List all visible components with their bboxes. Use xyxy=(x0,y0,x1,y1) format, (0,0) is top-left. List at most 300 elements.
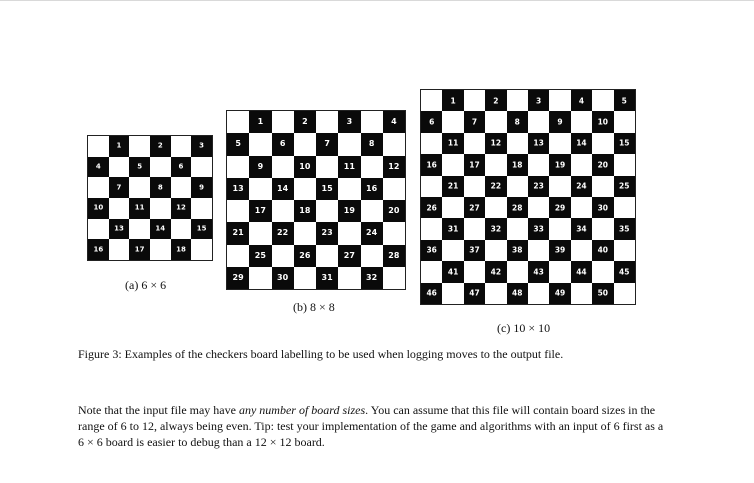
square-label: 34 xyxy=(576,224,587,234)
board-square-dark xyxy=(507,197,528,218)
square-label: 41 xyxy=(447,267,459,277)
board-square-dark xyxy=(528,133,549,154)
square-label: 26 xyxy=(299,250,311,260)
board-square-light xyxy=(249,222,271,244)
board-square-dark xyxy=(294,156,316,178)
board-square-dark xyxy=(442,261,463,282)
board-square-dark xyxy=(464,197,485,218)
square-label: 32 xyxy=(490,224,502,234)
board-square-light xyxy=(528,283,549,304)
board-square-dark xyxy=(571,176,592,197)
board-square-light xyxy=(421,218,442,239)
board-square-light xyxy=(464,133,485,154)
square-label: 31 xyxy=(321,272,333,282)
board-square-dark xyxy=(614,218,635,239)
board-square-light xyxy=(383,133,405,155)
square-label: 32 xyxy=(366,272,378,282)
board-square-light xyxy=(549,218,570,239)
body-paragraph xyxy=(78,402,668,450)
board-square-dark xyxy=(485,176,506,197)
board-square-dark xyxy=(528,218,549,239)
board-square-light xyxy=(109,198,130,219)
square-label: 14 xyxy=(277,183,289,193)
board-square-dark xyxy=(549,111,570,132)
board-square-dark xyxy=(464,154,485,175)
board-square-light xyxy=(507,176,528,197)
board-square-light xyxy=(150,198,171,219)
board-square-dark xyxy=(338,156,360,178)
square-label: 20 xyxy=(597,160,609,170)
board-square-dark xyxy=(272,222,294,244)
board-square-light xyxy=(421,90,442,111)
board-square-light xyxy=(421,133,442,154)
board-square-light xyxy=(549,133,570,154)
board-square-light xyxy=(294,178,316,200)
board-square-dark xyxy=(316,222,338,244)
board-square-light xyxy=(571,111,592,132)
board-square-dark xyxy=(361,133,383,155)
board-square-light xyxy=(383,178,405,200)
square-label: 23 xyxy=(321,228,333,238)
square-label: 20 xyxy=(388,206,400,216)
board-square-dark xyxy=(549,154,570,175)
square-label: 11 xyxy=(134,203,145,212)
square-label: 14 xyxy=(155,224,166,233)
board-square-light xyxy=(227,111,249,133)
square-label: 47 xyxy=(469,288,480,298)
board-square-dark xyxy=(338,200,360,222)
board-square-light xyxy=(485,154,506,175)
square-label: 29 xyxy=(232,272,244,282)
square-label: 17 xyxy=(469,160,480,170)
square-label: 43 xyxy=(533,267,544,277)
square-label: 2 xyxy=(157,141,163,150)
square-label: 48 xyxy=(512,288,523,298)
board-square-light xyxy=(191,157,212,178)
square-label: 37 xyxy=(469,245,480,255)
board-square-light xyxy=(294,133,316,155)
board-square-dark xyxy=(507,283,528,304)
board-square-light xyxy=(421,176,442,197)
square-label: 8 xyxy=(157,183,163,192)
board-square-light xyxy=(485,240,506,261)
board-square-dark xyxy=(88,198,109,219)
board-square-light xyxy=(294,267,316,289)
board-square-dark xyxy=(383,245,405,267)
board-square-dark xyxy=(88,157,109,178)
board-square-light xyxy=(464,261,485,282)
square-label: 28 xyxy=(512,202,523,212)
board-square-light xyxy=(507,133,528,154)
board-square-dark xyxy=(421,111,442,132)
square-label: 44 xyxy=(576,267,587,277)
board-square-light xyxy=(464,218,485,239)
board-square-light xyxy=(549,176,570,197)
checkers-board-10x10 xyxy=(420,89,636,305)
board-square-light xyxy=(150,239,171,260)
square-label: 4 xyxy=(578,95,585,105)
square-label: 9 xyxy=(199,183,205,192)
square-label: 3 xyxy=(536,95,542,105)
board-square-light xyxy=(442,283,463,304)
board-square-dark xyxy=(614,261,635,282)
board-square-light xyxy=(571,197,592,218)
board-square-dark xyxy=(316,178,338,200)
square-label: 40 xyxy=(597,245,609,255)
board-square-light xyxy=(129,177,150,198)
board-square-light xyxy=(109,157,130,178)
board-square-light xyxy=(614,197,635,218)
board-square-light xyxy=(272,245,294,267)
board-square-dark xyxy=(442,90,463,111)
board-square-light xyxy=(592,133,613,154)
board-square-dark xyxy=(249,156,271,178)
square-label: 11 xyxy=(343,161,355,171)
square-label: 30 xyxy=(277,272,289,282)
board-square-dark xyxy=(109,177,130,198)
square-label: 23 xyxy=(533,181,544,191)
board-square-dark xyxy=(88,239,109,260)
board-square-light xyxy=(316,156,338,178)
board-square-light xyxy=(249,267,271,289)
board-square-dark xyxy=(421,154,442,175)
square-label: 15 xyxy=(321,183,333,193)
board-square-dark xyxy=(549,283,570,304)
board-square-light xyxy=(549,261,570,282)
board-square-light xyxy=(464,176,485,197)
square-label: 30 xyxy=(597,202,609,212)
board-square-light xyxy=(485,283,506,304)
square-label: 13 xyxy=(533,138,544,148)
square-label: 2 xyxy=(493,95,499,105)
square-label: 11 xyxy=(447,138,459,148)
square-label: 21 xyxy=(447,181,459,191)
board-square-light xyxy=(338,133,360,155)
board-square-light xyxy=(528,197,549,218)
board-square-dark xyxy=(442,218,463,239)
square-label: 6 xyxy=(178,162,184,171)
board-square-light xyxy=(528,111,549,132)
square-label: 6 xyxy=(429,117,435,127)
board-square-dark xyxy=(571,90,592,111)
board-square-light xyxy=(171,177,192,198)
square-label: 16 xyxy=(366,183,378,193)
board-square-light xyxy=(592,218,613,239)
board-square-dark xyxy=(421,283,442,304)
square-label: 46 xyxy=(426,288,437,298)
board-square-dark xyxy=(549,240,570,261)
board-square-dark xyxy=(171,198,192,219)
board-square-dark xyxy=(485,133,506,154)
board-square-light xyxy=(316,200,338,222)
square-label: 22 xyxy=(277,228,289,238)
board-square-dark xyxy=(528,90,549,111)
square-label: 24 xyxy=(366,228,378,238)
paragraph-text-end: . You can assume that this file will contain board sizes in the range of 6 to 12, always being even. Tip: test your implementation of the game and algorithms with an input of 6 first as a 6 × 6 board is easier to debug than a 12 × 12 board. xyxy=(78,403,664,449)
board-square-dark xyxy=(383,200,405,222)
square-label: 16 xyxy=(426,160,437,170)
square-label: 42 xyxy=(490,267,502,277)
paragraph-text-start: Note that the input file may have xyxy=(78,403,239,417)
board-square-dark xyxy=(592,240,613,261)
figure-caption: Figure 3: Examples of the checkers board labelling to be used when logging moves to the output file. xyxy=(78,347,564,361)
board-square-light xyxy=(272,200,294,222)
square-label: 16 xyxy=(93,245,104,254)
board-square-dark xyxy=(109,219,130,240)
square-label: 15 xyxy=(618,138,630,148)
board-square-dark xyxy=(361,222,383,244)
board-square-light xyxy=(338,222,360,244)
board-square-dark xyxy=(109,136,130,157)
board-square-dark xyxy=(249,245,271,267)
board-square-light xyxy=(227,156,249,178)
square-label: 3 xyxy=(199,141,205,150)
square-label: 2 xyxy=(302,117,308,127)
square-label: 13 xyxy=(114,224,124,233)
square-label: 18 xyxy=(299,206,311,216)
board-square-light xyxy=(614,283,635,304)
square-label: 12 xyxy=(490,138,502,148)
board-square-light xyxy=(442,154,463,175)
board-square-dark xyxy=(507,240,528,261)
square-label: 5 xyxy=(235,139,241,149)
board-square-light xyxy=(592,176,613,197)
board-square-light xyxy=(485,197,506,218)
board-square-dark xyxy=(421,197,442,218)
board-square-dark xyxy=(171,239,192,260)
square-label: 19 xyxy=(554,160,566,170)
board-square-light xyxy=(88,136,109,157)
board-square-dark xyxy=(316,133,338,155)
square-label: 14 xyxy=(576,138,587,148)
paragraph-emphasis: any number of board sizes xyxy=(238,403,366,417)
board-square-light xyxy=(150,157,171,178)
board-square-dark xyxy=(592,111,613,132)
square-label: 4 xyxy=(391,117,397,127)
board-square-dark xyxy=(464,240,485,261)
board-square-light xyxy=(129,219,150,240)
board-square-dark xyxy=(614,90,635,111)
board-square-light xyxy=(361,245,383,267)
board-square-light xyxy=(361,200,383,222)
square-label: 1 xyxy=(116,141,122,150)
board-square-dark xyxy=(571,133,592,154)
board-square-light xyxy=(227,200,249,222)
board-square-dark xyxy=(129,198,150,219)
board-square-dark xyxy=(528,176,549,197)
subfigure-caption-c: (c) 10 × 10 xyxy=(497,321,551,335)
board-square-dark xyxy=(592,283,613,304)
square-label: 7 xyxy=(116,183,122,192)
board-square-dark xyxy=(571,218,592,239)
square-label: 22 xyxy=(490,181,502,191)
board-square-dark xyxy=(227,133,249,155)
board-square-dark xyxy=(294,245,316,267)
square-label: 27 xyxy=(343,250,355,260)
square-label: 27 xyxy=(469,202,480,212)
board-square-dark xyxy=(485,261,506,282)
square-label: 18 xyxy=(512,160,523,170)
board-square-light xyxy=(592,261,613,282)
square-label: 50 xyxy=(597,288,609,298)
board-square-light xyxy=(571,240,592,261)
board-square-light xyxy=(528,240,549,261)
board-square-dark xyxy=(464,283,485,304)
square-label: 10 xyxy=(93,203,104,212)
board-square-light xyxy=(549,90,570,111)
square-label: 18 xyxy=(176,245,186,254)
square-label: 6 xyxy=(279,139,286,149)
subfigure-caption-a: (a) 6 × 6 xyxy=(125,278,167,292)
board-square-light xyxy=(129,136,150,157)
board-square-light xyxy=(571,154,592,175)
board-square-dark xyxy=(507,111,528,132)
board-square-light xyxy=(614,111,635,132)
board-square-light xyxy=(249,133,271,155)
board-square-dark xyxy=(421,240,442,261)
board-square-dark xyxy=(614,133,635,154)
square-label: 25 xyxy=(254,250,266,260)
square-label: 1 xyxy=(450,95,456,105)
board-square-dark xyxy=(464,111,485,132)
square-label: 15 xyxy=(196,224,207,233)
board-square-dark xyxy=(485,218,506,239)
board-square-light xyxy=(316,245,338,267)
board-square-light xyxy=(485,111,506,132)
square-label: 13 xyxy=(232,183,244,193)
board-square-dark xyxy=(361,267,383,289)
board-square-dark xyxy=(485,90,506,111)
square-label: 25 xyxy=(618,181,630,191)
square-label: 26 xyxy=(426,202,437,212)
square-label: 12 xyxy=(388,161,400,171)
board-square-light xyxy=(528,154,549,175)
board-square-light xyxy=(383,267,405,289)
board-square-dark xyxy=(571,261,592,282)
board-square-dark xyxy=(361,178,383,200)
board-square-dark xyxy=(294,200,316,222)
square-label: 21 xyxy=(232,228,244,238)
board-square-light xyxy=(361,111,383,133)
board-square-dark xyxy=(249,111,271,133)
board-square-dark xyxy=(150,136,171,157)
board-square-light xyxy=(294,222,316,244)
board-square-dark xyxy=(614,176,635,197)
square-label: 9 xyxy=(257,161,264,171)
square-label: 7 xyxy=(324,139,330,149)
board-square-dark xyxy=(316,267,338,289)
square-label: 39 xyxy=(554,245,566,255)
square-label: 9 xyxy=(557,117,563,127)
square-label: 19 xyxy=(343,206,355,216)
board-square-dark xyxy=(129,239,150,260)
board-square-light xyxy=(571,283,592,304)
board-square-dark xyxy=(150,177,171,198)
square-label: 28 xyxy=(388,250,400,260)
square-label: 10 xyxy=(597,117,609,127)
board-square-light xyxy=(614,240,635,261)
board-square-light xyxy=(421,261,442,282)
square-label: 1 xyxy=(257,117,264,127)
board-square-light xyxy=(507,218,528,239)
board-square-dark xyxy=(191,136,212,157)
square-label: 29 xyxy=(554,202,566,212)
board-square-dark xyxy=(592,197,613,218)
board-square-dark xyxy=(549,197,570,218)
board-square-light xyxy=(442,240,463,261)
board-square-dark xyxy=(507,154,528,175)
page-top-border xyxy=(0,0,754,1)
square-label: 4 xyxy=(95,162,101,171)
board-square-dark xyxy=(338,111,360,133)
board-square-dark xyxy=(272,267,294,289)
board-square-light xyxy=(464,90,485,111)
board-square-light xyxy=(507,90,528,111)
square-label: 31 xyxy=(447,224,459,234)
board-square-dark xyxy=(272,133,294,155)
board-square-dark xyxy=(249,200,271,222)
square-label: 35 xyxy=(618,224,630,234)
checkers-board-6x6 xyxy=(87,135,213,261)
square-label: 33 xyxy=(533,224,544,234)
square-label: 10 xyxy=(299,161,311,171)
board-square-light xyxy=(88,219,109,240)
board-square-dark xyxy=(227,267,249,289)
square-label: 8 xyxy=(368,139,375,149)
board-square-light xyxy=(316,111,338,133)
board-square-light xyxy=(507,261,528,282)
board-square-dark xyxy=(383,156,405,178)
board-square-light xyxy=(227,245,249,267)
board-square-light xyxy=(442,111,463,132)
board-square-dark xyxy=(227,222,249,244)
board-square-dark xyxy=(191,219,212,240)
board-square-dark xyxy=(528,261,549,282)
square-label: 5 xyxy=(621,95,627,105)
square-label: 24 xyxy=(576,181,587,191)
board-square-light xyxy=(272,156,294,178)
square-label: 17 xyxy=(254,206,266,216)
board-square-dark xyxy=(191,177,212,198)
board-square-dark xyxy=(442,176,463,197)
square-label: 45 xyxy=(618,267,630,277)
board-square-light xyxy=(88,177,109,198)
board-square-light xyxy=(171,219,192,240)
board-square-light xyxy=(249,178,271,200)
board-square-dark xyxy=(338,245,360,267)
square-label: 17 xyxy=(134,245,145,254)
board-square-light xyxy=(109,239,130,260)
board-square-light xyxy=(383,222,405,244)
square-label: 38 xyxy=(512,245,523,255)
board-square-light xyxy=(272,111,294,133)
square-label: 3 xyxy=(346,117,353,127)
board-square-light xyxy=(338,178,360,200)
board-square-dark xyxy=(442,133,463,154)
board-square-dark xyxy=(294,111,316,133)
square-label: 5 xyxy=(137,162,143,171)
square-label: 8 xyxy=(514,117,520,127)
board-square-dark xyxy=(272,178,294,200)
checkers-board-8x8 xyxy=(226,110,406,290)
subfigure-caption-b: (b) 8 × 8 xyxy=(293,300,335,314)
board-square-dark xyxy=(129,157,150,178)
board-square-light xyxy=(614,154,635,175)
board-square-dark xyxy=(592,154,613,175)
board-square-light xyxy=(191,239,212,260)
board-square-dark xyxy=(227,178,249,200)
square-label: 7 xyxy=(471,117,478,127)
